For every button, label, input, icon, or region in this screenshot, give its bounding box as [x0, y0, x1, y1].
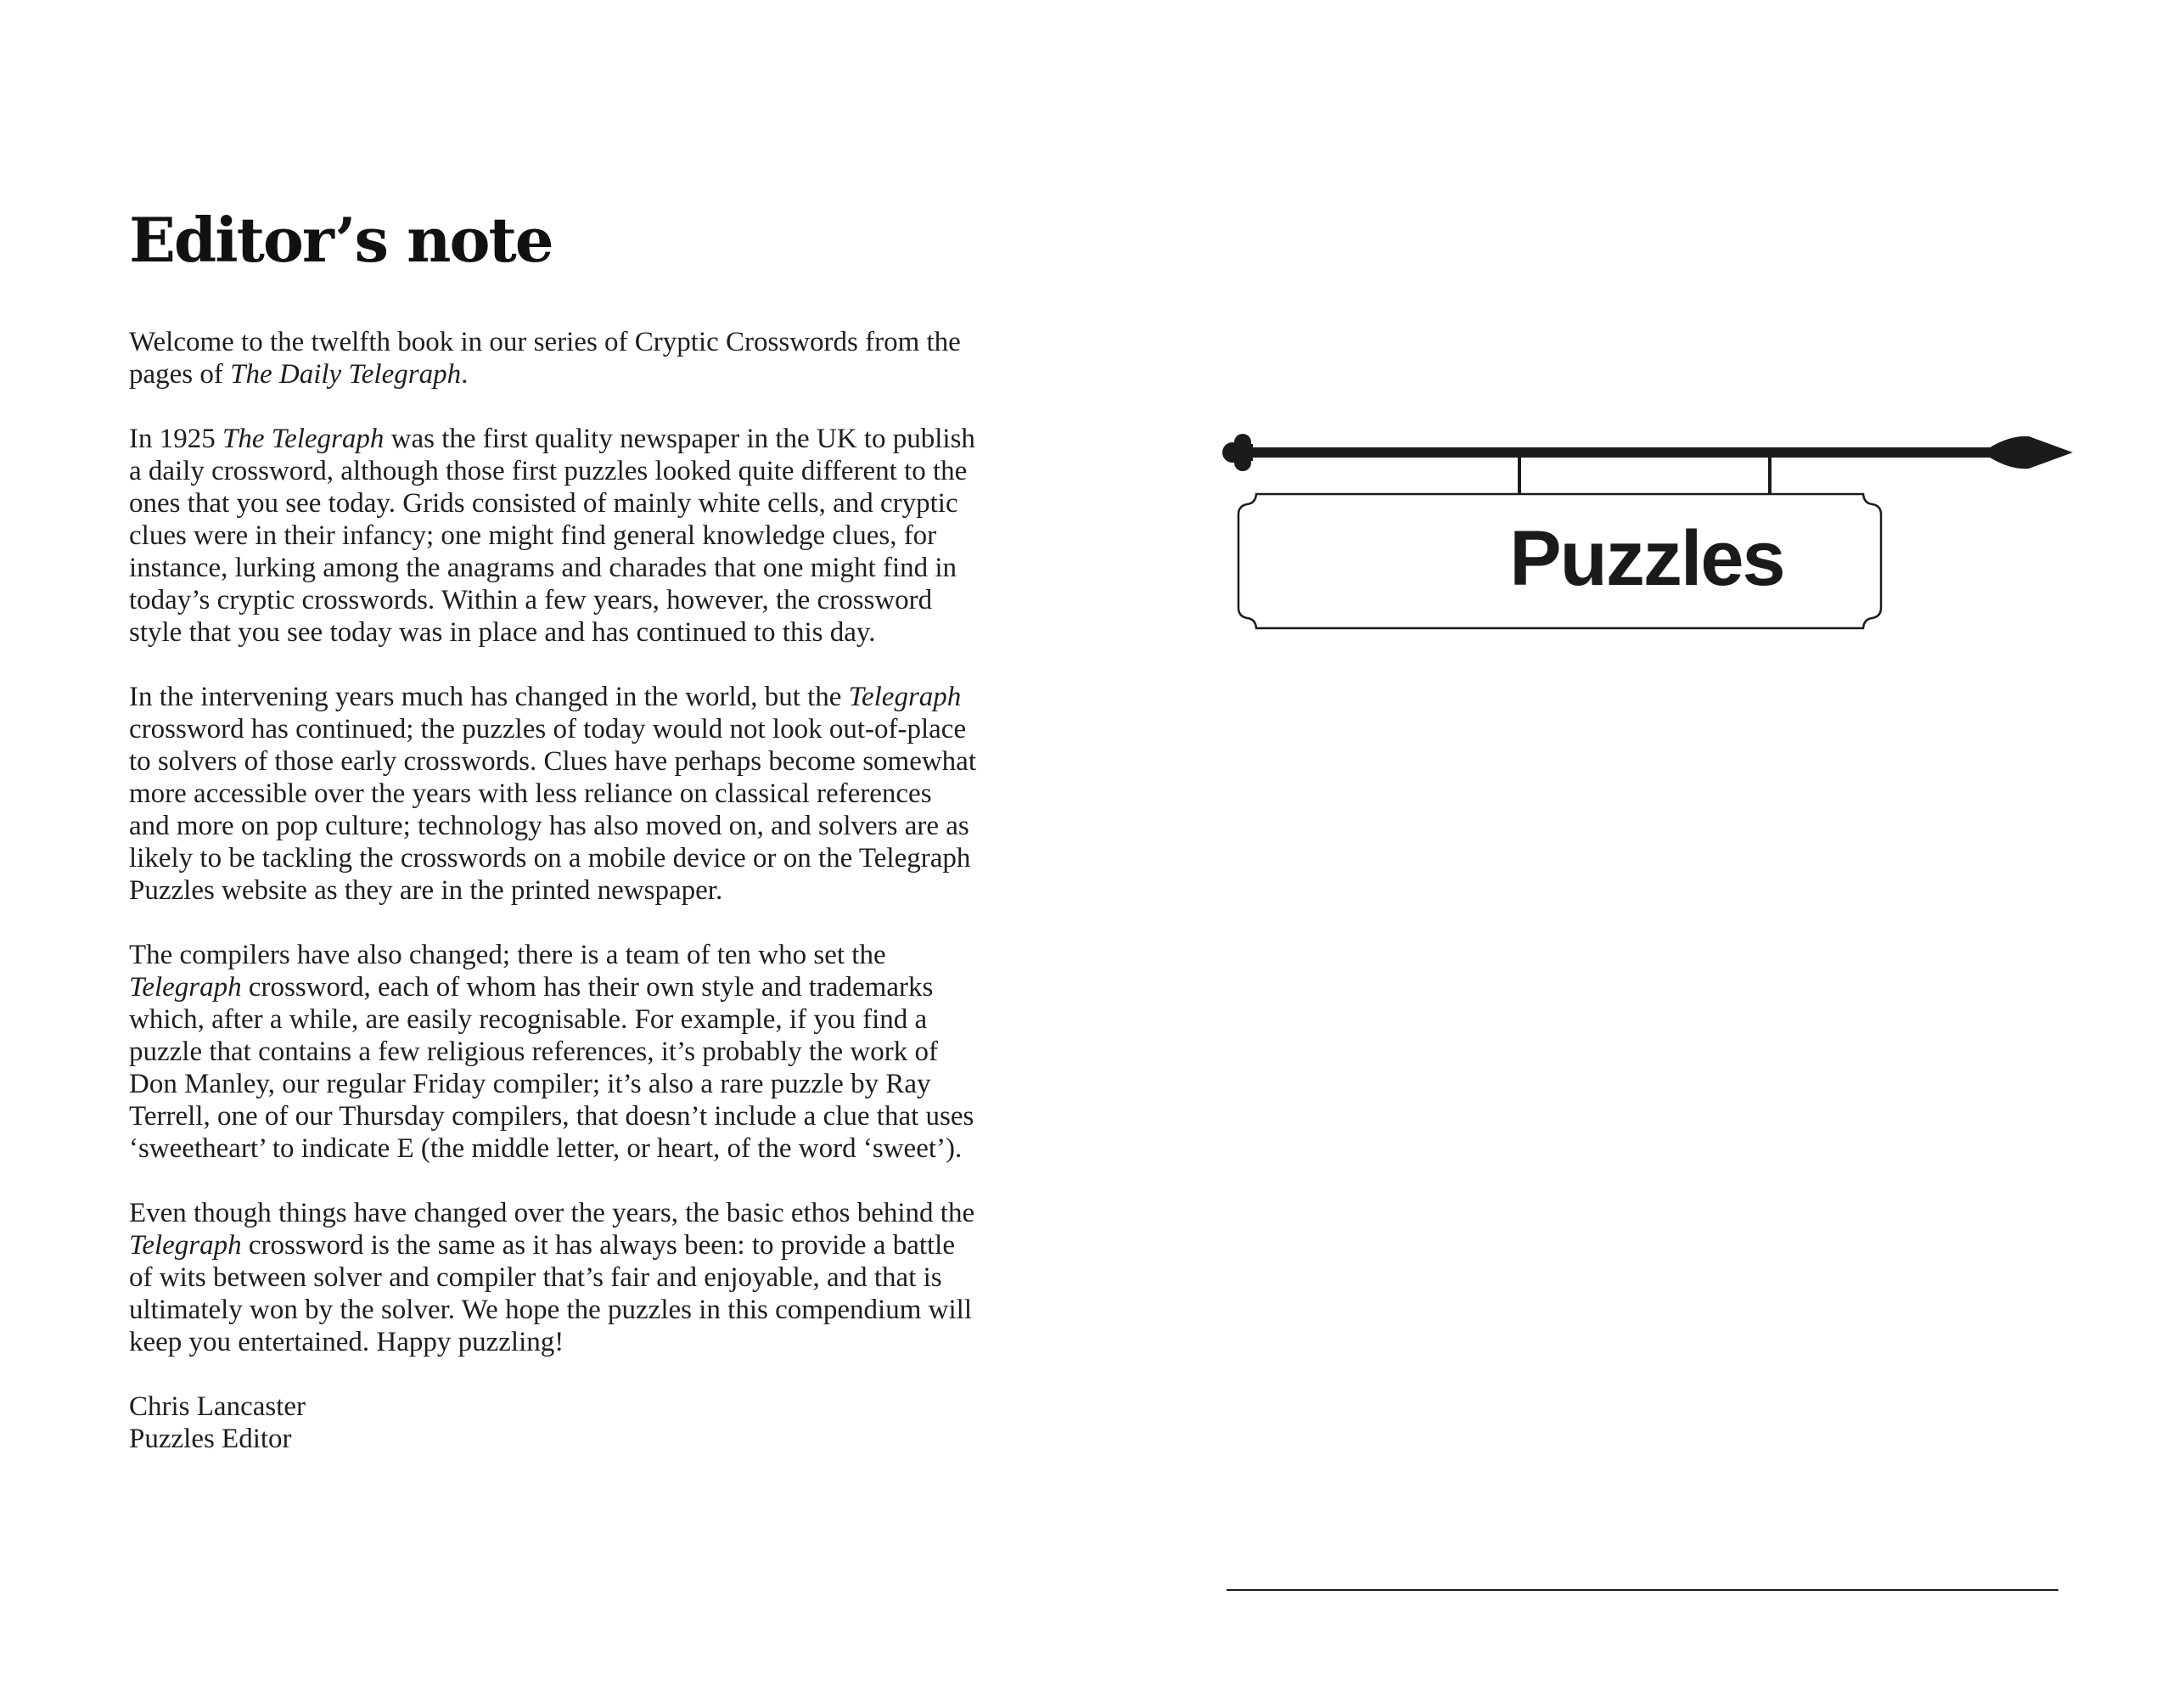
section-title-puzzles: Puzzles	[1509, 515, 1784, 602]
signature-name: Chris Lancaster	[129, 1391, 306, 1423]
paragraph-text: crossword, each of whom has their own style and trademarks which, after a while, are easily recognisable. For example, if you find a puzzle that contains a few religious references, it’s probably the work of Don Manley, our regular Friday compiler; it’s also a rare puzzle by Ray Terrell, one of our Thursday compilers, that doesn’t include a clue that uses ‘sweetheart’ to indicate E (the middle letter, or heart, of the word ‘sweet’).	[129, 972, 974, 1165]
paragraph-text: Welcome to the twelfth book in our series of Cryptic Crosswords from the pages of	[129, 327, 961, 390]
paragraph-text: In the intervening years much has changed in the world, but the	[129, 682, 849, 713]
paragraph-text: In 1925	[129, 424, 222, 455]
paragraph-compilers	[129, 939, 978, 1165]
publication-title: Telegraph	[129, 972, 242, 1003]
signature-role: Puzzles Editor	[129, 1424, 292, 1455]
paragraph-changes	[129, 681, 978, 907]
paragraph-text: The compilers have also changed; there is a team of ten who set the	[129, 940, 886, 971]
paragraph-history	[129, 423, 978, 649]
paragraph-text: was the first quality newspaper in the UK to publish a daily crossword, although those first puzzles looked quite different to the ones that you see today. Grids consisted of mainly white cells, and cryptic clues were in their infancy; one might find general knowledge clues, for instance, lurking among the anagrams and charades that one might find in today’s cryptic crosswords. Within a few years, however, the crossword style that you see today was in place and has continued to this day.	[129, 424, 975, 649]
publication-title: Telegraph	[848, 682, 962, 713]
signature	[129, 1391, 978, 1455]
publication-title: Telegraph	[129, 1230, 242, 1261]
paragraph-text: Even though things have changed over the years, the basic ethos behind the	[129, 1198, 975, 1229]
paragraph-text: crossword is the same as it has always been: to provide a battle of wits between solver and compiler that’s fair and enjoyable, and that is ultimately won by the solver. We hope the puzzles in this compendium will keep you entertained. Happy puzzling!	[129, 1230, 972, 1358]
editors-note-page	[129, 204, 978, 1455]
paragraph-welcome	[129, 326, 978, 390]
paragraph-text: crossword has continued; the puzzles of today would not look out-of-place to solvers of those early crosswords. Clues have perhaps become somewhat more accessible over the years with less reliance on classical references and more on pop culture; technology has also moved on, and solvers are as likely to be tackling the crosswords on a mobile device or on the Telegraph Puzzles website as they are in the printed newspaper.	[129, 714, 976, 907]
publication-title: The Daily Telegraph	[230, 359, 462, 390]
bottom-divider	[1227, 1589, 2058, 1591]
paragraph-text: .	[461, 359, 469, 390]
publication-title: The Telegraph	[222, 424, 385, 455]
page-title: Editor’s note	[129, 204, 553, 276]
paragraph-ethos	[129, 1197, 978, 1358]
